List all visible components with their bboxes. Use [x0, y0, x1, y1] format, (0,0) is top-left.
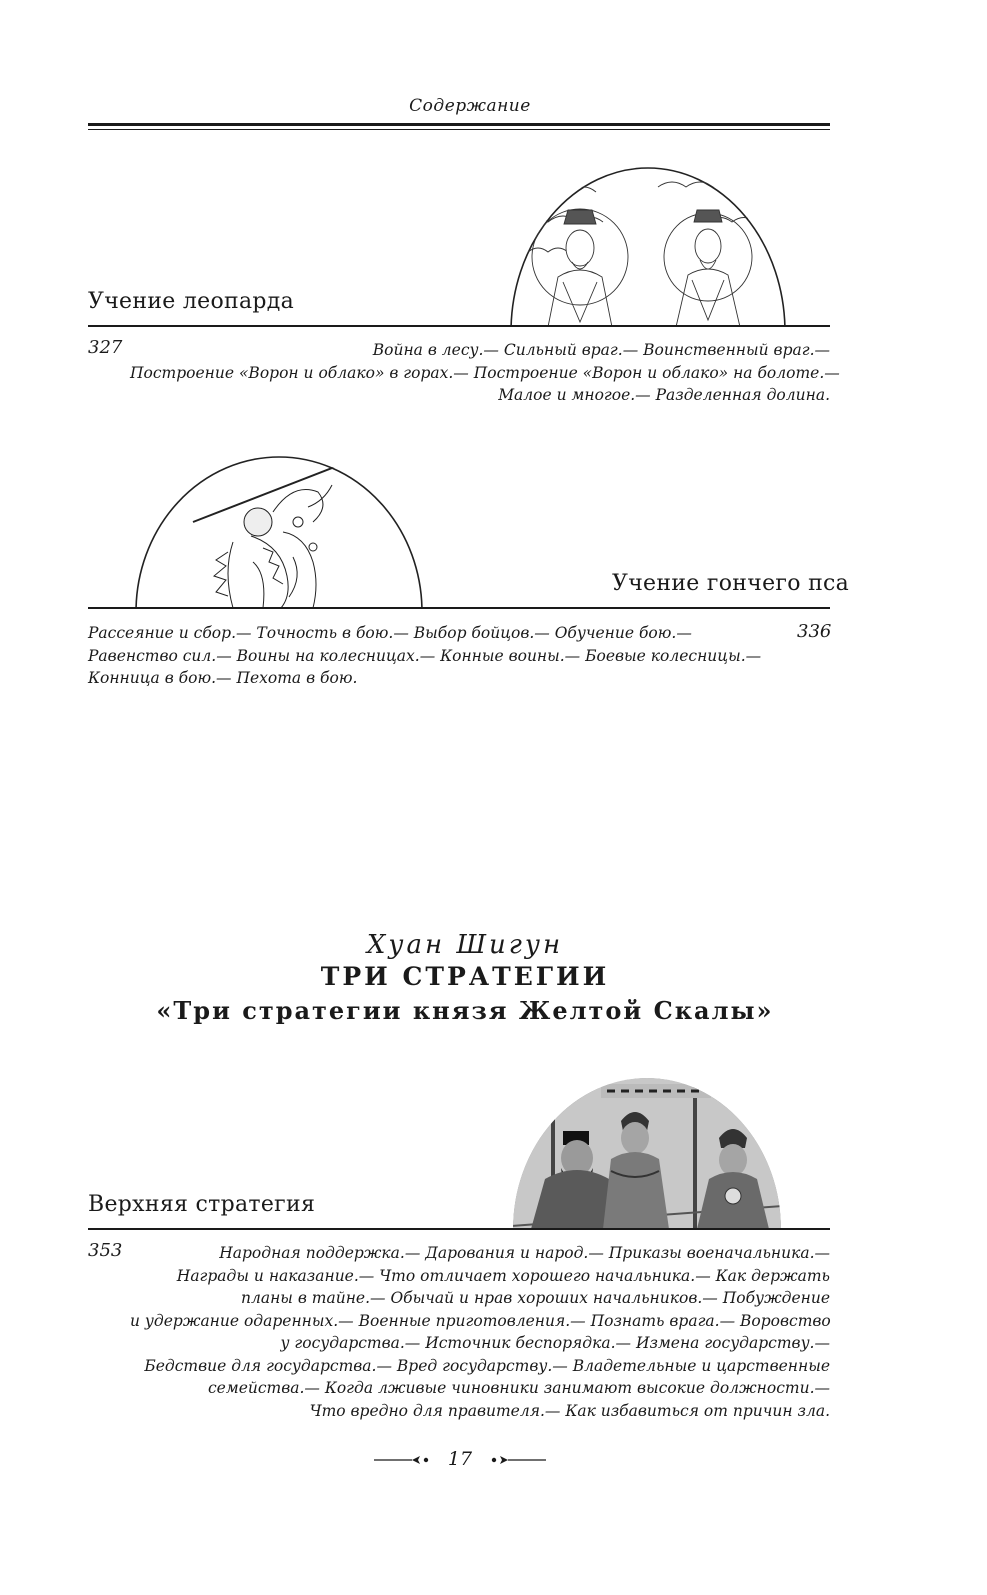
footer-page-number: 17 [447, 1448, 473, 1470]
three-officials-painting-icon [511, 1076, 783, 1229]
toc-entries-upper-strategy [130, 1242, 830, 1422]
toc-line: Война в лесу.— Сильный враг.— Воинственный враг.— [372, 341, 830, 359]
toc-line: и удержание одаренных.— Военные приготовления.— Познать врага.— Воровство [130, 1311, 831, 1330]
toc-line: Бедствие для государства.— Вред государству.— Владетельные и царственные [144, 1356, 830, 1375]
page-number-hound: 336 [797, 621, 832, 642]
toc-line: Малое и многое.— Разделенная долина. [498, 386, 830, 404]
toc-line: Народная поддержка.— Дарования и народ.— Приказы военачальника.— [219, 1244, 830, 1262]
section-title-leopard: Учение леопарда [88, 289, 295, 314]
book-title: ТРИ СТРАТЕГИИ [320, 962, 610, 991]
page-number-leopard: 327 [88, 337, 123, 358]
toc-line: семейства.— Когда лживые чиновники занимают высокие должности.— [208, 1379, 830, 1397]
section-rule-upper-strategy [88, 1228, 830, 1230]
toc-line: планы в тайне.— Обычай и нрав хороших начальников.— Побуждение [240, 1289, 830, 1307]
section-title-hound: Учение гончего пса [612, 571, 850, 596]
toc-line: у государства.— Источник беспорядка.— Измена государству.— [280, 1334, 830, 1352]
toc-line: Конница в бою.— Пехота в бою. [88, 669, 358, 687]
toc-line: Что вредно для правителя.— Как избавиться от причин зла. [309, 1401, 830, 1420]
toc-entries-leopard [130, 339, 840, 407]
toc-line: Награды и наказание.— Что отличает хорошего начальника.— Как держать [176, 1266, 830, 1285]
header-rule-thick [88, 123, 830, 126]
toc-line: Рассеяние и сбор.— Точность в бою.— Выбор бойцов.— Обучение бою.— [88, 624, 692, 642]
warrior-with-spear-engraving-icon [133, 452, 425, 608]
toc-entries-hound [88, 622, 778, 690]
section-rule-hound [88, 607, 830, 609]
running-head: Содержание [409, 96, 531, 116]
toc-line: Построение «Ворон и облако» в горах.— Построение «Ворон и облако» на болоте.— [130, 363, 840, 382]
book-author: Хуан Шигун [366, 930, 564, 960]
toc-line: Равенство сил.— Воины на колесницах.— Конные воины.— Боевые колесницы.— [88, 646, 762, 665]
section-rule-leopard [88, 325, 830, 327]
page-number-upper-strategy: 353 [88, 1240, 123, 1261]
two-emperors-engraving-icon [508, 162, 788, 327]
header-rule-thin [88, 129, 830, 130]
book-subtitle: «Три стратегии князя Желтой Скалы» [156, 996, 774, 1025]
section-title-upper-strategy: Верхняя стратегия [88, 1192, 316, 1217]
page-footer [370, 1448, 550, 1472]
